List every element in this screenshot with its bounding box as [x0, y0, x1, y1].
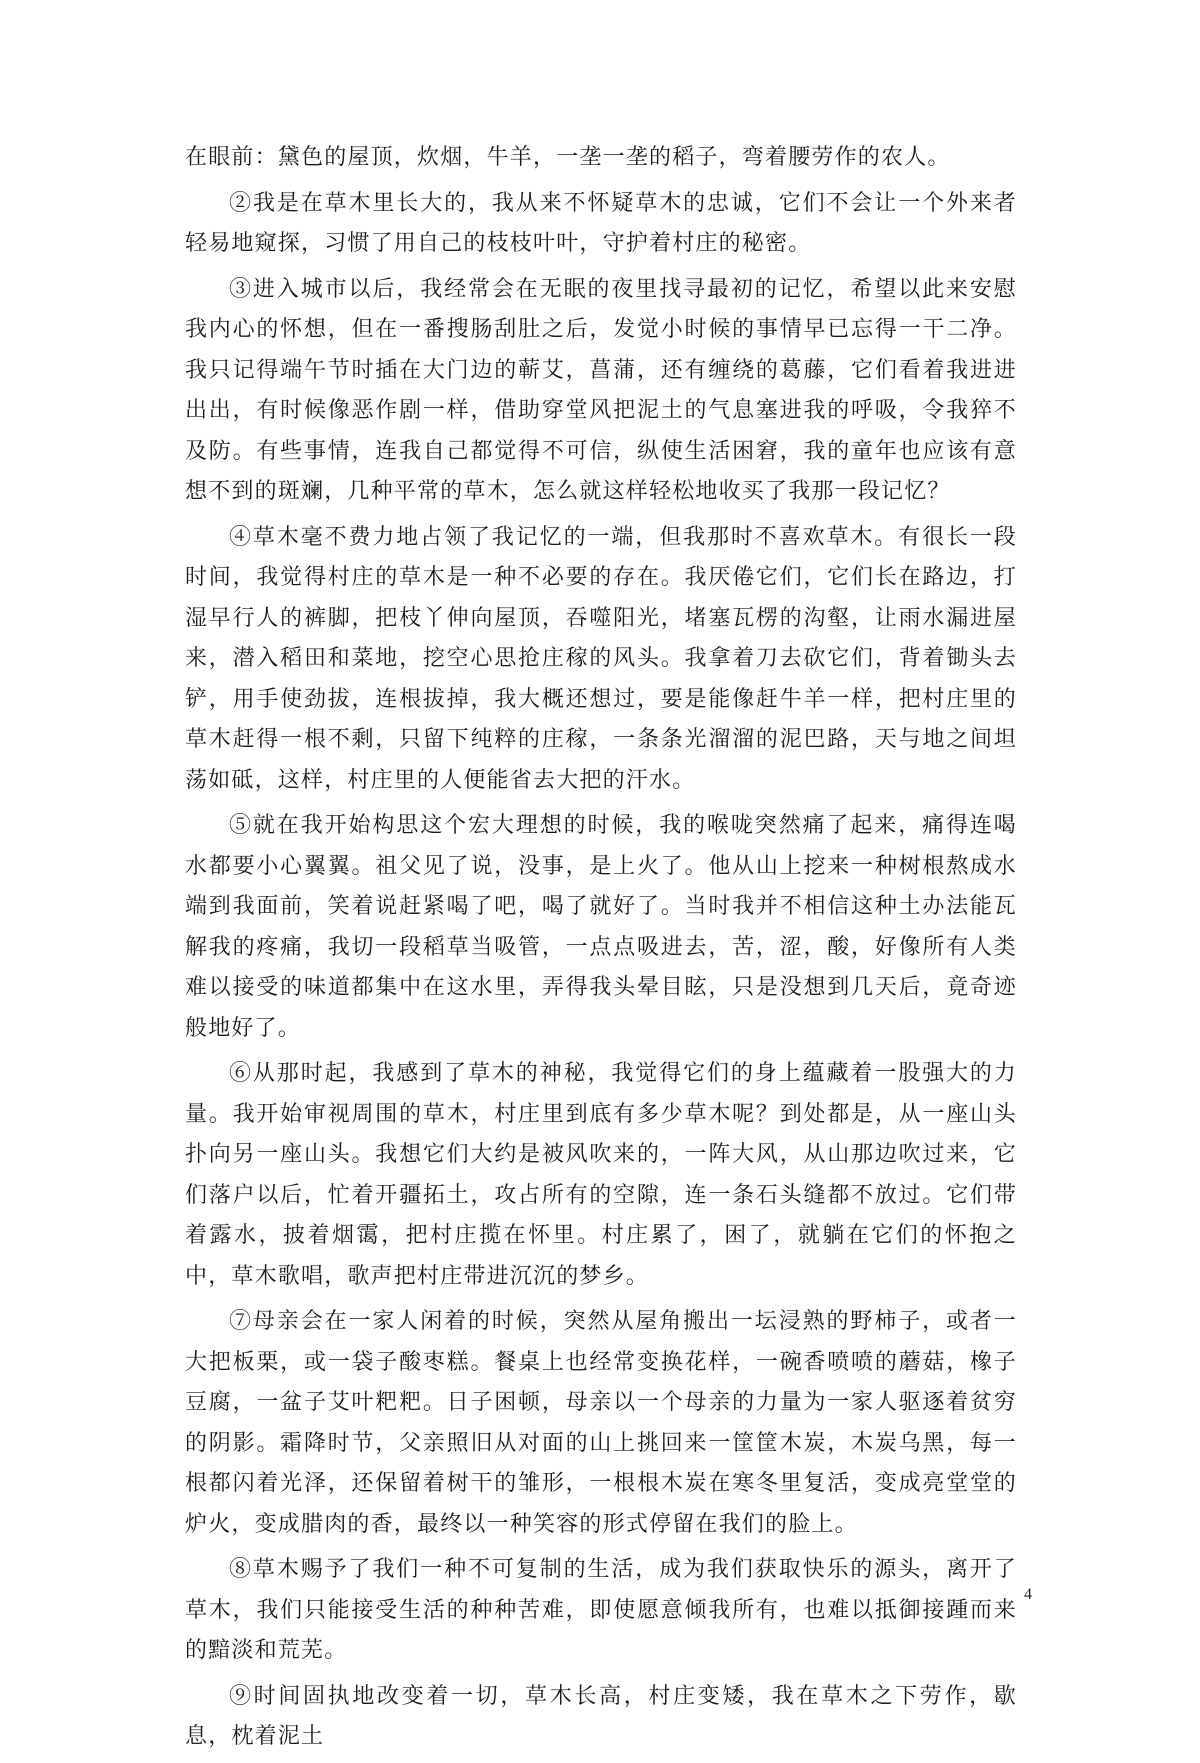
page-number: 4	[1024, 1586, 1032, 1603]
paragraph-3: ③进入城市以后，我经常会在无眠的夜里找寻最初的记忆，希望以此来安慰我内心的怀想，但在一番搜肠刮肚之后，发觉小时候的事情早已忘得一干二净。我只记得端午节时插在大门边的蕲艾，菖蒲，还有缠绕的葛藤，它们看着我进进出出，有时候像恶作剧一样，借助穿堂风把泥土的气息塞进我的呼吸，令我猝不及防。有些事情，连我自己都觉得不可信，纵使生活困窘，我的童年也应该有意想不到的斑斓，几种平常的草木，怎么就这样轻松地收买了我那一段记忆？	[185, 276, 1017, 504]
paragraph-7: ⑦母亲会在一家人闲着的时候，突然从屋角搬出一坛浸熟的野柿子，或者一大把板栗，或一袋子酸枣糕。餐桌上也经常变换花样，一碗香喷喷的蘑菇，橡子豆腐，一盆子艾叶粑粑。日子困顿，母亲以一个母亲的力量为一家人驱逐着贫穷的阴影。霜降时节，父亲照旧从对面的山上挑回来一筐筐木炭，木炭乌黑，每一根都闪着光泽，还保留着树干的雏形，一根根木炭在寒冬里复活，变成亮堂堂的炉火，变成腊肉的香，最终以一种笑容的形式停留在我们的脸上。	[185, 1309, 1017, 1537]
paragraph-continuation: 在眼前：黛色的屋顶，炊烟，牛羊，一垄一垄的稻子，弯着腰劳作的农人。	[185, 145, 951, 170]
document-body	[185, 138, 1017, 1763]
paragraph-5: ⑤就在我开始构思这个宏大理想的时候，我的喉咙突然痛了起来，痛得连喝水都要小心翼翼。祖父见了说，没事，是上火了。他从山上挖来一种树根熬成水端到我面前，笑着说赶紧喝了吧，喝了就好了。当时我并不相信这种土办法能瓦解我的疼痛，我切一段稻草当吸管，一点点吸进去，苦，涩，酸，好像所有人类难以接受的味道都集中在这水里，弄得我头晕目眩，只是没想到几天后，竟奇迹般地好了。	[185, 813, 1017, 1041]
paragraph-8: ⑧草木赐予了我们一种不可复制的生活，成为我们获取快乐的源头，离开了草木，我们只能接受生活的种种苦难，即使愿意倾我所有，也难以抵御接踵而来的黯淡和荒芜。	[185, 1557, 1017, 1663]
paragraph-2: ②我是在草木里长大的，我从来不怀疑草木的忠诚，它们不会让一个外来者轻易地窥探，习惯了用自己的枝枝叶叶，守护着村庄的秘密。	[185, 190, 1017, 256]
paragraph-6: ⑥从那时起，我感到了草木的神秘，我觉得它们的身上蕴藏着一股强大的力量。我开始审视周围的草木，村庄里到底有多少草木呢？到处都是，从一座山头扑向另一座山头。我想它们大约是被风吹来的，一阵大风，从山那边吹过来，它们落户以后，忙着开疆拓土，攻占所有的空隙，连一条石头缝都不放过。它们带着露水，披着烟霭，把村庄揽在怀里。村庄累了，困了，就躺在它们的怀抱之中，草木歌唱，歌声把村庄带进沉沉的梦乡。	[185, 1061, 1017, 1289]
paragraph-9: ⑨时间固执地改变着一切，草木长高，村庄变矮，我在草木之下劳作，歇息，枕着泥土	[185, 1683, 1017, 1749]
paragraph-4: ④草木毫不费力地占领了我记忆的一端，但我那时不喜欢草木。有很长一段时间，我觉得村庄的草木是一种不必要的存在。我厌倦它们，它们长在路边，打湿早行人的裤脚，把枝丫伸向屋顶，吞噬阳光，堵塞瓦楞的沟壑，让雨水漏进屋来，潜入稻田和菜地，挖空心思抢庄稼的风头。我拿着刀去砍它们，背着锄头去铲，用手使劲拔，连根拔掉，我大概还想过，要是能像赶牛羊一样，把村庄里的草木赶得一根不剩，只留下纯粹的庄稼，一条条光溜溜的泥巴路，天与地之间坦荡如砥，这样，村庄里的人便能省去大把的汗水。	[185, 524, 1017, 793]
